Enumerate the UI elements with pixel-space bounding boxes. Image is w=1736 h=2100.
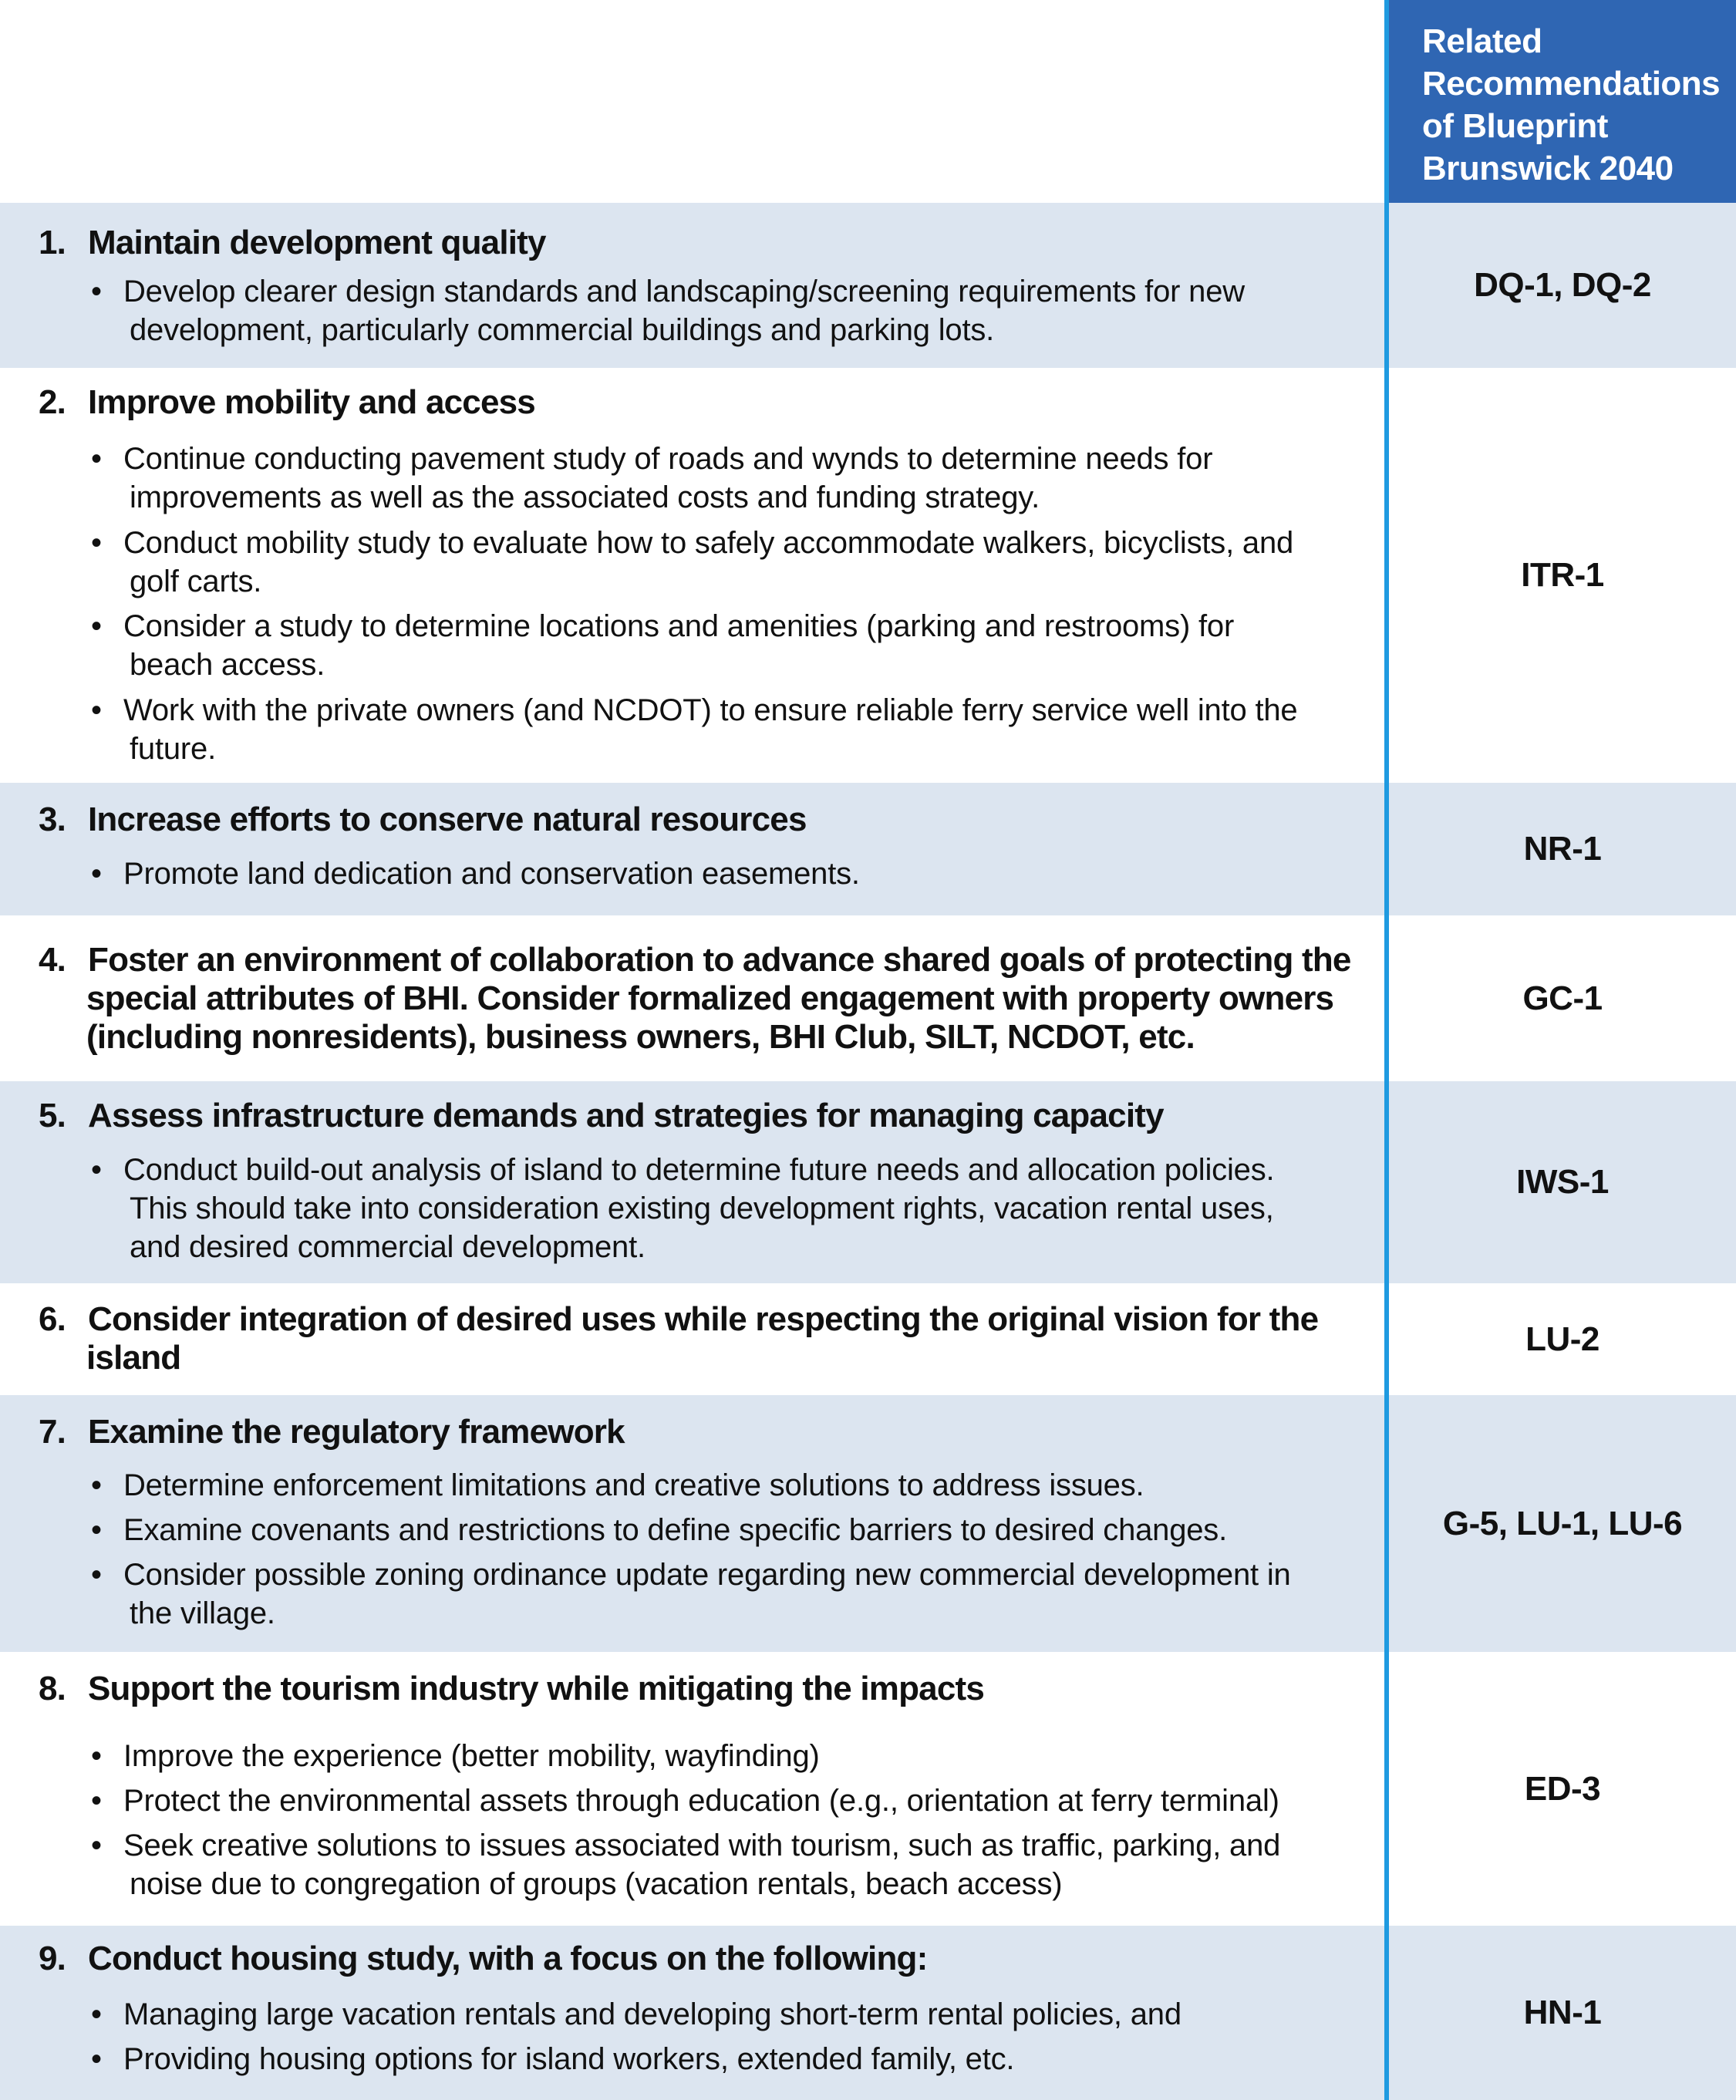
list-item [91, 1556, 1371, 1633]
goal-title [39, 1413, 1365, 1451]
header-line: Related [1422, 22, 1542, 60]
goal-title-line: Conduct housing study, with a focus on the following: [88, 1940, 928, 1977]
goal-title-line: special attributes of BHI. Consider formalized engagement with property owners [86, 979, 1334, 1017]
header-line: Brunswick 2040 [1422, 150, 1674, 187]
goal-title-line: Assess infrastructure demands and strategies for managing capacity [88, 1097, 1164, 1134]
goal-title-line: Improve mobility and access [88, 383, 535, 421]
list-item [91, 524, 1371, 601]
goal-cell [0, 368, 1384, 783]
table-row [0, 1081, 1736, 1283]
bullet-line: Continue conducting pavement study of roads and wynds to determine needs for [123, 442, 1213, 476]
goal-title [39, 941, 1365, 1057]
bullet-line: Examine covenants and restrictions to define specific barriers to desired changes. [123, 1513, 1228, 1547]
goal-cell [0, 1395, 1384, 1652]
list-item [91, 1781, 1371, 1820]
goal-title [39, 801, 1365, 839]
goal-number: 1. [39, 224, 66, 261]
table-row [0, 1652, 1736, 1926]
bullet-icon: • [91, 1829, 102, 1862]
goal-title [39, 1670, 1365, 1708]
goal-title-line: Foster an environment of collaboration to advance shared goals of protecting the [88, 941, 1351, 979]
table-row [0, 1395, 1736, 1652]
bullet-line: Seek creative solutions to issues associated with tourism, such as traffic, parking, and [123, 1829, 1281, 1862]
bullet-line: golf carts. [130, 565, 262, 598]
bullet-line: improvements as well as the associated costs and funding strategy. [130, 480, 1040, 514]
bullet-line: Consider possible zoning ordinance update regarding new commercial development in [123, 1558, 1291, 1592]
bullet-line: the village. [130, 1596, 275, 1630]
bullet-icon: • [91, 2042, 102, 2076]
column-divider [1384, 0, 1389, 2100]
goal-cell [0, 1283, 1384, 1395]
bullet-icon: • [91, 526, 102, 560]
bullet-icon: • [91, 1784, 102, 1818]
bullet-icon: • [91, 693, 102, 727]
bullet-icon: • [91, 1739, 102, 1773]
table-row [0, 368, 1736, 783]
bullet-line: Providing housing options for island workers, extended family, etc. [123, 2042, 1015, 2076]
related-cell: DQ-1, DQ-2 [1474, 266, 1651, 304]
bullet-icon: • [91, 857, 102, 891]
goal-title-line: Increase efforts to conserve natural resources [88, 801, 807, 838]
related-cell: NR-1 [1523, 830, 1602, 868]
bullet-line: Consider a study to determine locations and amenities (parking and restrooms) for [123, 609, 1235, 643]
related-cell: IWS-1 [1516, 1163, 1609, 1201]
related-cell: ITR-1 [1521, 556, 1604, 594]
table-row [0, 915, 1736, 1081]
goal-number: 5. [39, 1097, 66, 1134]
bullet-icon: • [91, 275, 102, 308]
goal-cell [0, 1652, 1384, 1926]
goal-title-line: island [86, 1339, 181, 1377]
bullet-icon: • [91, 1997, 102, 2031]
bullet-line: and desired commercial development. [130, 1230, 646, 1264]
list-item [91, 1995, 1371, 2034]
list-item [91, 1511, 1371, 1549]
goal-number: 7. [39, 1413, 66, 1451]
list-item [91, 691, 1371, 768]
bullet-line: This should take into consideration existing development rights, vacation rental uses, [130, 1192, 1274, 1225]
goal-title-line: Consider integration of desired uses while respecting the original vision for the [88, 1300, 1319, 1338]
bullet-line: Conduct build-out analysis of island to determine future needs and allocation policies. [123, 1153, 1275, 1187]
bullet-icon: • [91, 1468, 102, 1502]
bullet-line: noise due to congregation of groups (vacation rentals, beach access) [130, 1867, 1063, 1901]
list-item [91, 1826, 1371, 1903]
related-cell: HN-1 [1523, 1994, 1602, 2031]
bullet-line: Promote land dedication and conservation easements. [123, 857, 860, 891]
related-recommendations-header [1389, 0, 1736, 203]
goal-title-line: Maintain development quality [88, 224, 546, 261]
goal-cell [0, 1081, 1384, 1283]
table-row [0, 1926, 1736, 2100]
list-item [91, 272, 1371, 349]
goal-title [39, 383, 1365, 422]
goal-title [39, 1300, 1365, 1377]
goal-number: 6. [39, 1300, 66, 1338]
goal-title [39, 1097, 1365, 1135]
list-item [91, 440, 1371, 517]
bullet-icon: • [91, 609, 102, 643]
bullet-icon: • [91, 1558, 102, 1592]
goal-number: 3. [39, 801, 66, 838]
related-cell: LU-2 [1525, 1320, 1599, 1358]
bullet-line: Managing large vacation rentals and developing short-term rental policies, and [123, 1997, 1181, 2031]
list-item [91, 854, 1371, 893]
list-item [91, 1466, 1371, 1505]
table-row [0, 203, 1736, 368]
bullet-icon: • [91, 1513, 102, 1547]
goal-title [39, 1940, 1365, 1978]
related-cell: GC-1 [1522, 979, 1603, 1017]
goal-title-line: Examine the regulatory framework [88, 1413, 625, 1451]
goal-number: 4. [39, 941, 66, 979]
goal-cell [0, 915, 1384, 1081]
header-line: Recommendations [1422, 65, 1721, 103]
list-item [91, 607, 1371, 684]
related-cell: G-5, LU-1, LU-6 [1442, 1504, 1683, 1542]
goal-title [39, 224, 1365, 262]
goal-number: 8. [39, 1670, 66, 1707]
bullet-line: Develop clearer design standards and landscaping/screening requirements for new [123, 275, 1245, 308]
related-cell: ED-3 [1524, 1769, 1601, 1808]
goal-cell [0, 1926, 1384, 2100]
bullet-line: Determine enforcement limitations and creative solutions to address issues. [123, 1468, 1144, 1502]
bullet-line: Improve the experience (better mobility, wayfinding) [123, 1739, 820, 1773]
list-item [91, 1151, 1371, 1266]
table-row [0, 1283, 1736, 1395]
bullet-line: beach access. [130, 648, 325, 682]
bullet-line: Conduct mobility study to evaluate how to safely accommodate walkers, bicyclists, and [123, 526, 1294, 560]
bullet-icon: • [91, 442, 102, 476]
bullet-line: future. [130, 732, 216, 766]
goal-cell [0, 203, 1384, 368]
bullet-line: Work with the private owners (and NCDOT) to ensure reliable ferry service well into the [123, 693, 1298, 727]
bullet-icon: • [91, 1153, 102, 1187]
bullet-line: development, particularly commercial buildings and parking lots. [130, 313, 995, 347]
list-item [91, 2040, 1371, 2078]
table-row [0, 783, 1736, 915]
goal-number: 2. [39, 383, 66, 421]
goal-cell [0, 783, 1384, 915]
goal-title-line: Support the tourism industry while mitigating the impacts [88, 1670, 985, 1707]
bullet-line: Protect the environmental assets through education (e.g., orientation at ferry terminal) [123, 1784, 1279, 1818]
goal-number: 9. [39, 1940, 66, 1977]
header-line: of Blueprint [1422, 107, 1608, 145]
list-item [91, 1737, 1371, 1775]
goal-title-line: (including nonresidents), business owners, BHI Club, SILT, NCDOT, etc. [86, 1018, 1195, 1056]
table-header [0, 0, 1736, 203]
